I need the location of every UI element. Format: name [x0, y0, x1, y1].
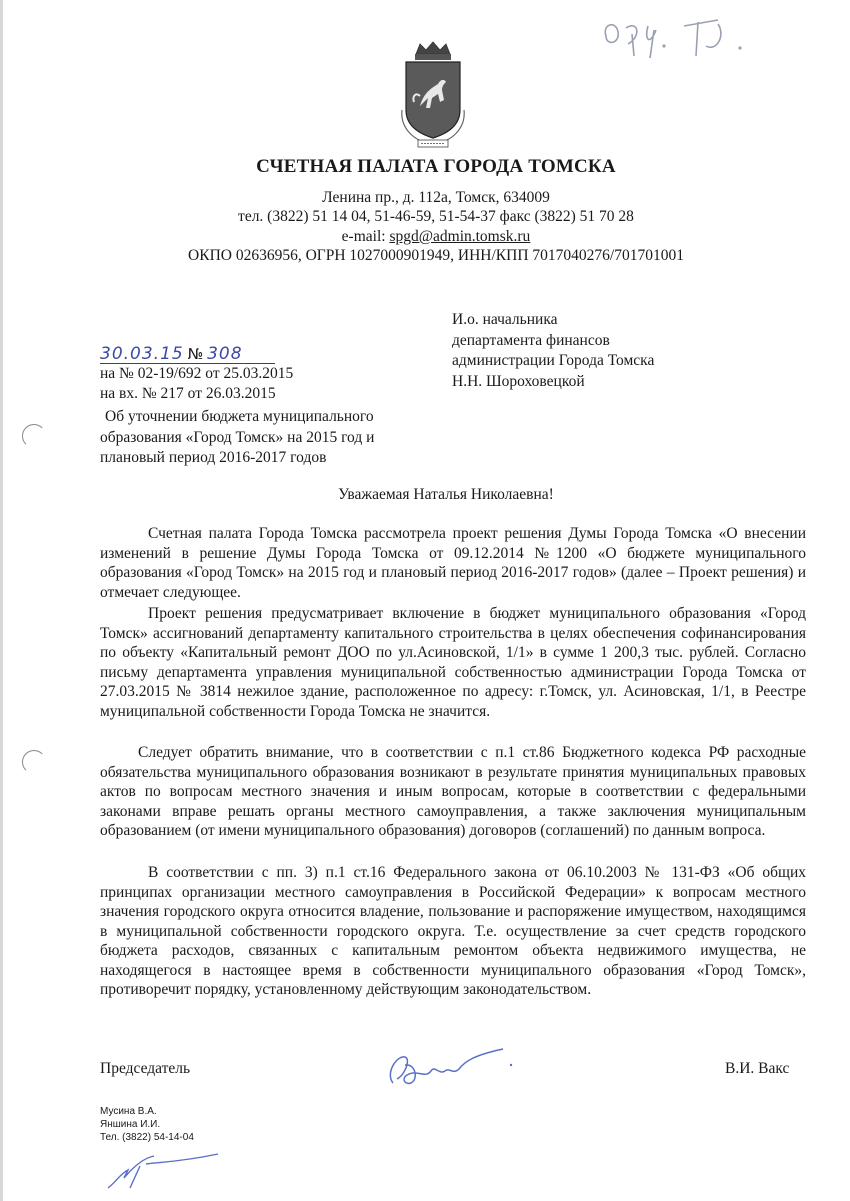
- incoming-reference: на вх. № 217 от 26.03.2015: [100, 385, 276, 402]
- body-paragraph: [100, 743, 806, 841]
- handwritten-paraph: [100, 1148, 230, 1193]
- org-codes: ОКПО 02636956, ОГРН 1027000901949, ИНН/КПП 7017040276/701701001: [188, 247, 684, 264]
- subject-line: плановый период 2016-2017 годов: [100, 449, 327, 466]
- executor-phone: Тел. (3822) 54-14-04: [100, 1132, 194, 1143]
- scan-edge: [0, 0, 3, 1201]
- addressee-line: департамента финансов: [452, 331, 610, 349]
- subject-line: образования «Город Томск» на 2015 год и: [100, 428, 375, 446]
- reply-reference: на № 02-19/692 от 25.03.2015: [100, 365, 294, 382]
- paragraph-text: В соответствии с пп. 3) п.1 ст.16 Федерального закона от 06.10.2003 № 131-ФЗ «Об общих принципах организации местного самоуправления в Российской Федерации» к вопросам местного значения городского округа относится владение, пользование и распоряжение имуществом, находящимся в муниципальной собственности городского округа. Т.е. осуществление за счет средств городского бюджета расходов, связанных с капитальным ремонтом объекта недвижимого имущества, не находящегося в настоящее время в собственности муниципального образования «Город Томск», противоречит порядку, установленному действующим законодательством.: [100, 864, 806, 998]
- letter-subject: [100, 407, 430, 469]
- paragraph-text: Следует обратить внимание, что в соответствии с п.1 ст.86 Бюджетного кодекса РФ расходные обязательства муниципального образования возникают в результате принятия муниципальных правовых актов по вопросам местного значения и иным вопросам, которые в соответствии с федеральными законами вправе решать органы местного самоуправления, а также заключения муниципальным образованием (от имени муниципального образования) договоров (соглашений) по данным вопроса.: [100, 744, 806, 839]
- organization-name: СЧЕТНАЯ ПАЛАТА ГОРОДА ТОМСКА: [256, 156, 616, 177]
- org-phones: тел. (3822) 51 14 04, 51-46-59, 51-54-37 факс (3822) 51 70 28: [238, 208, 634, 225]
- punch-hole-mark: [22, 750, 46, 774]
- paragraph-text: Проект решения предусматривает включение в бюджет муниципального образования «Город Томск» ассигнований департаменту капитального строительства в целях обеспечения софинансирования по объекту «Капитальный ремонт ДОО по ул.Асиновской, 1/1» в сумме 1 200,3 тыс. рублей. Согласно письму департамента управления муниципальной собственностью администрации Города Томска от 27.03.2015 № 3814 нежилое здание, расположенное по адресу: г.Томск, ул. Асиновская, 1/1, в Реестре муниципальной собственности Города Томска не значится.: [100, 605, 806, 720]
- handwritten-signature: [375, 1035, 515, 1095]
- signatory-role: Председатель: [100, 1060, 191, 1077]
- addressee-line: администрации Города Томска: [452, 352, 655, 369]
- executor-line: Мусина В.А.: [100, 1106, 157, 1117]
- org-address: Ленина пр., д. 112а, Томск, 634009: [322, 189, 550, 206]
- addressee-line: И.о. начальника: [452, 311, 558, 328]
- body-paragraph: [100, 524, 806, 602]
- paragraph-text: Счетная палата Города Томска рассмотрела проект решения Думы Города Томска «О внесении изменений в решение Думы Города Томска от 09.12.2014 №1200 «О бюджете муниципального образования «Город Томск» на 2015 год и плановый период 2016-2017 годов» (далее – Проект решения) и отмечает следующее.: [100, 525, 806, 601]
- email-link[interactable]: spgd@admin.tomsk.ru: [389, 228, 531, 245]
- email-label: e-mail:: [341, 228, 390, 245]
- subject-line: Об уточнении бюджета муниципального: [105, 408, 374, 425]
- addressee-block: [452, 310, 654, 392]
- stamp-underline: [100, 363, 275, 364]
- signatory-name: В.И. Вакс: [725, 1060, 790, 1077]
- handwritten-note: [598, 6, 758, 66]
- city-emblem: [398, 40, 468, 150]
- body-paragraph: [100, 863, 806, 1000]
- salutation: Уважаемая Наталья Николаевна!: [338, 486, 554, 503]
- executor-line: Яншина И.И.: [100, 1119, 161, 1130]
- registration-number: 308: [207, 344, 243, 364]
- registration-date: 30.03.15: [100, 344, 184, 364]
- org-email-line: [0, 228, 850, 246]
- body-paragraph: [100, 604, 806, 721]
- registration-stamp: [100, 344, 243, 364]
- punch-hole-mark: [22, 424, 46, 448]
- registration-number-label: №: [187, 345, 204, 363]
- addressee-line: Н.Н. Шороховецкой: [452, 372, 585, 390]
